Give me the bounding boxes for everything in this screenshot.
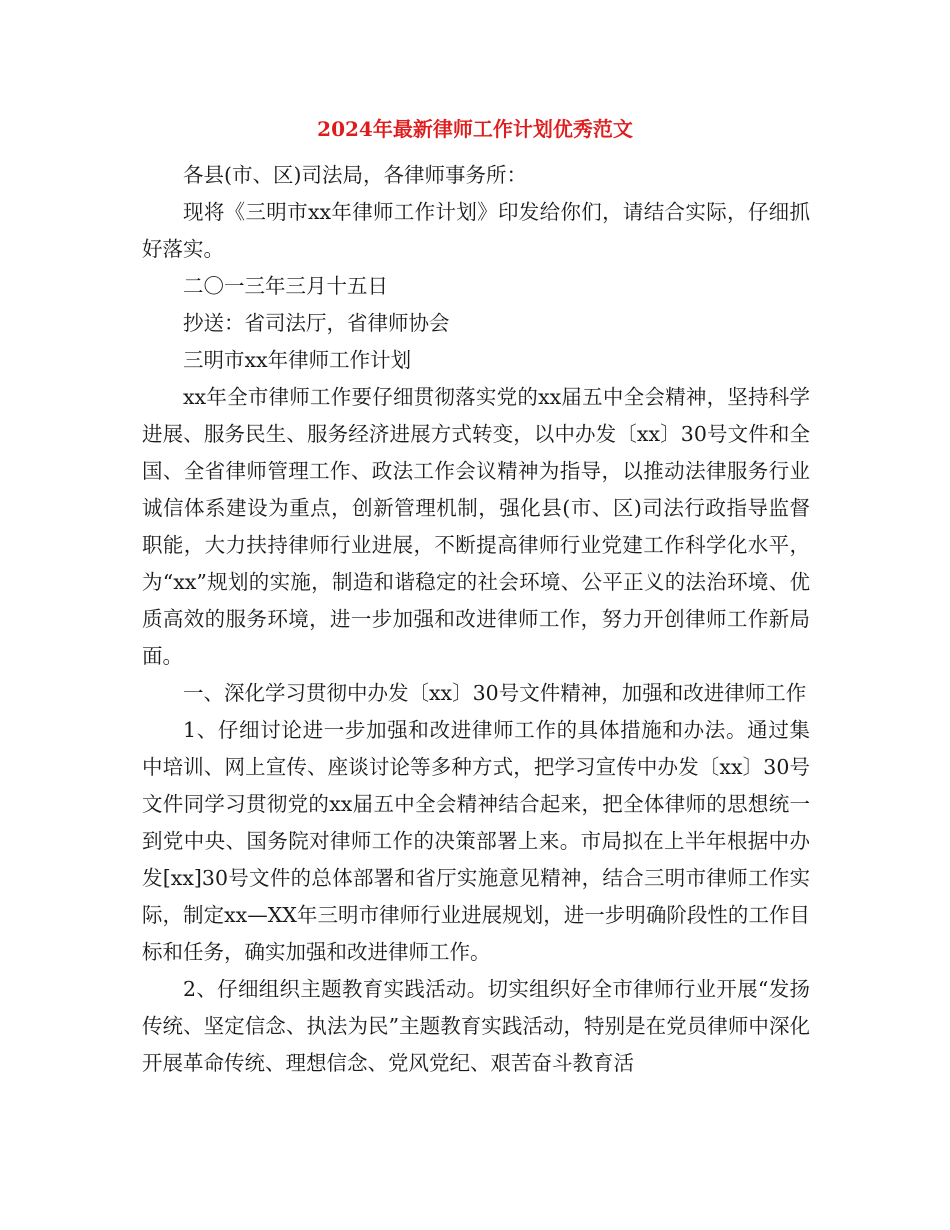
document-title: 2024年最新律师工作计划优秀范文 [317,117,633,141]
date-paragraph: 二〇一三年三月十五日 [183,274,388,298]
plan-title-paragraph: 三明市xx年律师工作计划 [183,348,412,372]
item-paragraph-1: 1、仔细讨论进一步加强和改进律师工作的具体措施和办法。通过集中培训、网上宣传、座谈讨论等多种方式，把学习宣传中办发〔xx〕30号文件同学习贯彻党的xx届五中全会精神结合起来，把全体律师的思想统一到党中央、国务院对律师工作的决策部署上来。市局拟在上半年根据中办发[xx]30号文件的总体部署和省厅实施意见精神，结合三明市律师工作实际，制定xx—XX年三明市律师行业进展规划，进一步明确阶段性的工作目标和任务，确实加强和改进律师工作。 [142,718,810,964]
notice-paragraph: 现将《三明市xx年律师工作计划》印发给你们，请结合实际，仔细抓好落实。 [142,200,810,261]
intro-paragraph: xx年全市律师工作要仔细贯彻落实党的xx届五中全会精神，坚持科学进展、服务民生、服务经济进展方式转变，以中办发〔xx〕30号文件和全国、全省律师管理工作、政法工作会议精神为指导，以推动法律服务行业诚信体系建设为重点，创新管理机制，强化县(市、区)司法行政指导监督职能，大力扶持律师行业进展，不断提高律师行业党建工作科学化水平，为“xx”规划的实施，制造和谐稳定的社会环境、公平正义的法治环境、优质高效的服务环境，进一步加强和改进律师工作，努力开创律师工作新局面。 [142,385,810,668]
cc-paragraph: 抄送：省司法厅，省律师协会 [183,311,450,335]
salutation-paragraph: 各县(市、区)司法局，各律师事务所： [183,163,527,187]
section-heading-1: 一、深化学习贯彻中办发〔xx〕30号文件精神，加强和改进律师工作 [183,681,807,705]
item-paragraph-2: 2、仔细组织主题教育实践活动。切实组织好全市律师行业开展“发扬传统、坚定信念、执法为民”主题教育实践活动，特别是在党员律师中深化开展革命传统、理想信念、党风党纪、艰苦奋斗教育活 [142,977,810,1075]
document-body [142,157,810,1082]
